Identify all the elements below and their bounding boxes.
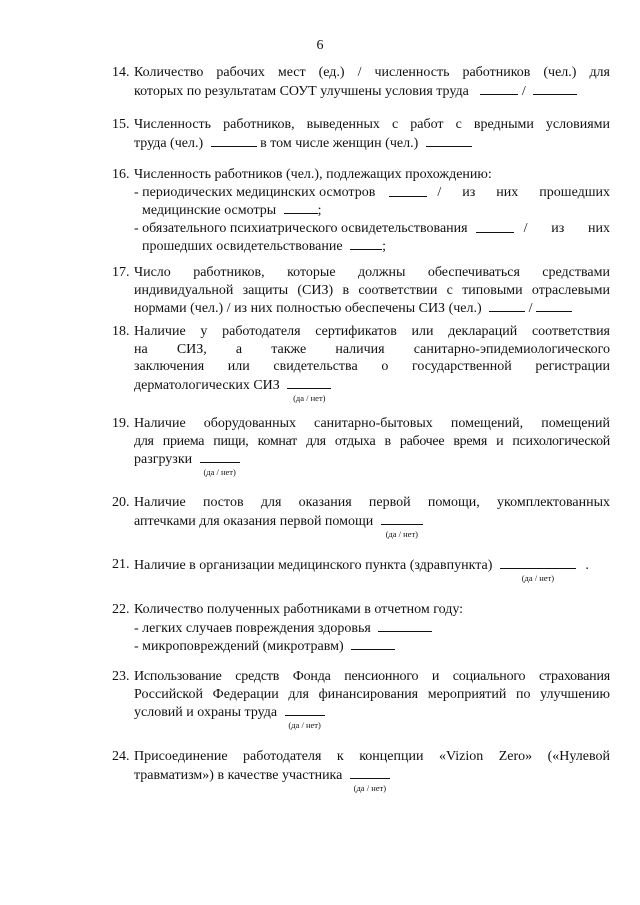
answer-field[interactable]	[351, 637, 395, 650]
item-number: 15.	[112, 117, 130, 132]
item-text-line: Наличие оборудованных санитарно-бытовых помещений, помещений	[134, 416, 610, 431]
item-number: 21.	[112, 557, 130, 572]
item-text-line: Наличие у работодателя сертификатов или деклараций соответствия	[134, 324, 610, 339]
item-18	[112, 323, 610, 403]
item-text-line: прошедших освидетельствование	[142, 239, 343, 254]
hint-yes-no: (да / нет)	[385, 528, 418, 539]
answer-field[interactable]	[378, 619, 432, 632]
answer-field[interactable]	[500, 556, 576, 569]
hint-yes-no: (да / нет)	[288, 720, 321, 730]
item-16	[112, 166, 610, 256]
item-text-line: Численность работников, выведенных с работ с вредными условиями	[134, 117, 610, 132]
page-number: 6	[316, 38, 324, 53]
item-text-line: Присоединение работодателя к концепции «Vizion Zero» («Нулевой	[134, 749, 610, 764]
item-text-line: медицинские осмотры	[142, 203, 277, 218]
answer-field[interactable]	[211, 134, 257, 147]
item-text-line: Численность работников (чел.), подлежащих прохождению:	[134, 167, 492, 182]
punctuation: ;	[317, 203, 322, 218]
item-text-line: / из них	[523, 220, 610, 236]
item-text-line: которых по результатам СОУТ улучшены условия труда	[134, 83, 469, 99]
item-text-line: - периодических медицинских осмотров	[134, 184, 376, 200]
item-text-line: Количество полученных работниками в отчетном году:	[134, 602, 464, 617]
item-text-line: на СИЗ, а также наличия санитарно-эпидемиологического	[134, 341, 610, 357]
answer-field[interactable]	[480, 82, 518, 95]
answer-field[interactable]	[381, 512, 423, 525]
answer-field[interactable]	[536, 299, 572, 312]
item-text-line: разгрузки	[134, 452, 193, 467]
item-number: 20.	[112, 495, 130, 510]
answer-field[interactable]	[350, 766, 390, 779]
item-text-line: труда (чел.)	[134, 135, 204, 151]
hint-yes-no: (да / нет)	[521, 573, 555, 583]
item-text-line: / из них прошедших	[437, 184, 610, 200]
hint-yes-no: (да / нет)	[203, 467, 236, 477]
answer-field[interactable]	[389, 184, 427, 197]
item-number: 16.	[112, 167, 130, 182]
item-text-line: Количество рабочих мест (ед.) / численность работников (чел.) для	[134, 65, 610, 80]
item-text-line: индивидуальной защиты (СИЗ) в соответствии с типовыми отраслевыми	[134, 282, 610, 298]
punctuation: .	[585, 558, 589, 573]
item-text-line: условий и охраны труда	[134, 705, 278, 720]
item-text-line: Наличие постов для оказания первой помощи, укомплектованных	[134, 495, 610, 510]
item-text-line: Число работников, которые должны обеспечиваться средствами	[134, 265, 610, 280]
item-text-line: нормами (чел.) / из них полностью обеспечены СИЗ (чел.)	[134, 301, 482, 316]
answer-field[interactable]	[476, 220, 514, 233]
item-number: 14.	[112, 65, 130, 80]
hint-yes-no: (да / нет)	[353, 782, 387, 793]
item-number: 23.	[112, 669, 130, 684]
item-number: 24.	[112, 749, 130, 764]
hint-yes-no: (да / нет)	[293, 392, 326, 403]
item-text-line: - обязательного психиатрического освидетельствования	[134, 220, 468, 236]
separator-text: /	[521, 83, 526, 99]
item-text-line: аптечками для оказания первой помощи	[134, 513, 374, 529]
item-15	[112, 116, 610, 152]
answer-field[interactable]	[285, 703, 325, 716]
item-text-line: дерматологических СИЗ	[134, 377, 280, 393]
item-text-line: - микроповреждений (микротравм)	[134, 639, 344, 654]
item-21	[112, 556, 610, 583]
item-text-line: - легких случаев повреждения здоровья	[134, 620, 371, 636]
separator-text: /	[528, 301, 533, 316]
item-number: 22.	[112, 602, 130, 617]
answer-field[interactable]	[489, 299, 525, 312]
item-14	[112, 64, 610, 100]
item-17	[112, 264, 610, 318]
answer-field[interactable]	[287, 376, 331, 389]
item-number: 19.	[112, 416, 130, 431]
item-23	[112, 668, 610, 730]
item-text-line: Использование средств Фонда пенсионного и социального страхования	[134, 669, 610, 684]
punctuation: ;	[382, 239, 386, 254]
item-text-line: в том числе женщин (чел.)	[260, 135, 419, 151]
item-24	[112, 748, 610, 793]
answer-field[interactable]	[350, 237, 382, 250]
item-text-line: для приема пищи, комнат для отдыха в рабочее время и психологической	[134, 433, 610, 449]
item-text-line: Наличие в организации медицинского пункта (здравпункта)	[134, 558, 493, 573]
answer-field[interactable]	[533, 82, 577, 95]
item-20	[112, 494, 610, 539]
item-text-line: травматизм») в качестве участника	[134, 767, 343, 783]
item-19	[112, 415, 610, 477]
answer-field[interactable]	[426, 134, 472, 147]
answer-field[interactable]	[200, 450, 240, 463]
answer-field[interactable]	[284, 201, 318, 214]
item-number: 17.	[112, 265, 130, 280]
item-number: 18.	[112, 324, 130, 339]
item-text-line: заключения или свидетельства о государственной регистрации	[134, 359, 610, 374]
item-22	[112, 601, 610, 656]
item-text-line: Российской Федерации для финансирования мероприятий по улучшению	[134, 686, 610, 702]
